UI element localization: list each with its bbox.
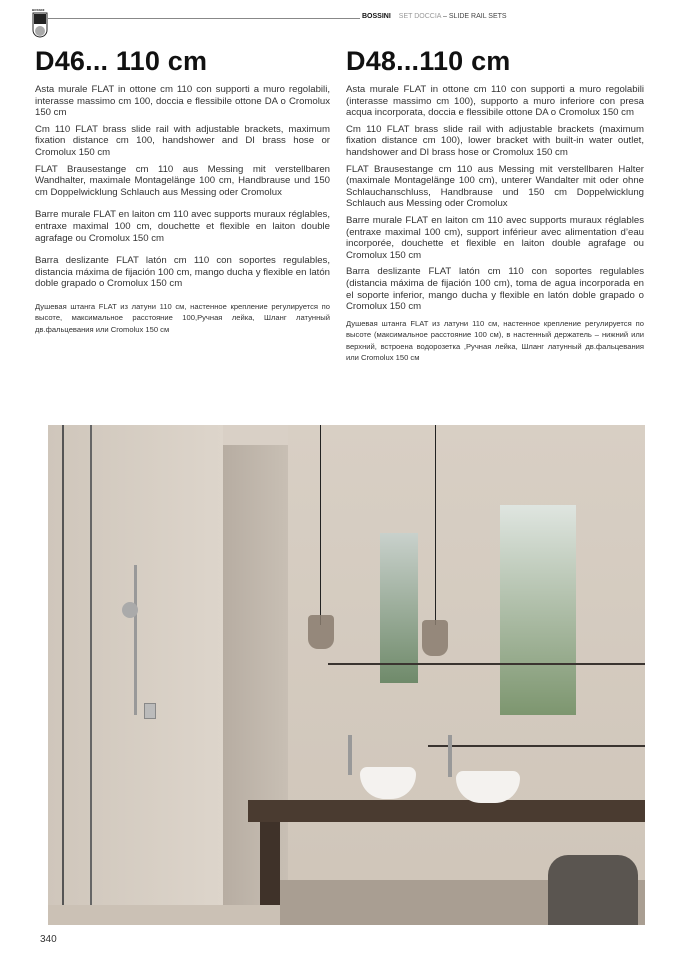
shower-valve (144, 703, 156, 719)
pendant-lamp (422, 620, 448, 656)
bossini-logo (32, 8, 48, 40)
wall-groove (328, 663, 645, 665)
desc-it: Asta murale FLAT in ottone cm 110 con supporti a muro regolabili, interasse massimo cm 100, doccia e flessibile ottone DA o Cromolux 150 cm (35, 84, 330, 119)
subsection-label: SLIDE RAIL SETS (448, 13, 507, 20)
desc-en: Cm 110 FLAT brass slide rail with adjustable brackets, maximum fixation distance cm 100, handshower and DI brass hose or Cromolux 150 cm (35, 123, 330, 158)
desc-de: FLAT Brausestange cm 110 aus Messing mit verstellbaren Halter (maximale Montagelänge 100 cm), unterer Wandalter mit oder ohne Schlauchanschluss, Handbrause und 150 cm Doppelwicklung Schlauch aus Messing oder Cromolux (346, 163, 644, 210)
brand-name: BOSSINI (362, 13, 391, 20)
glass-frame (90, 425, 92, 925)
bathroom-photo (48, 425, 645, 925)
product-title-d46: D46... 110 cm (35, 46, 208, 76)
towel (548, 855, 638, 925)
mirror (380, 533, 418, 683)
desc-ru: Душевая штанга FLAT из латуни 110 см, настенное крепление регулируется по высоте, максимальное расстояние 100,Ручная лейка, Шланг латунный дв.фальцевания или Cromolux 150 см (35, 301, 330, 334)
page-number: 340 (40, 934, 57, 945)
product-description-d48 (346, 84, 644, 369)
floor (48, 905, 280, 925)
pendant-lamp (308, 615, 334, 649)
svg-text:BOSSINI: BOSSINI (32, 8, 45, 12)
desc-es: Barra deslizante FLAT latón cm 110 con soportes regulables, distancia máxima de fijación 100 cm, mango ducha y flexible en latón doble grapado o Cromolux 150 cm (35, 255, 330, 290)
faucet (348, 735, 352, 775)
separator: – (441, 13, 449, 20)
back-wall (288, 425, 645, 925)
handshower (122, 602, 138, 618)
vanity-counter (248, 800, 645, 822)
product-description-d46 (35, 84, 330, 340)
desc-es: Barra deslizante FLAT latón cm 110 con soportes regulables (distancia máxima de fijación 100 cm), toma de agua incorporada en el soporte inferior, mango ducha y flexible en latón doble grapado o Cromolux 150 cm (346, 266, 644, 313)
glass-frame (62, 425, 64, 925)
desc-en: Cm 110 FLAT brass slide rail with adjustable brackets (maximum fixation distance cm 100), lower bracket with built-in water outlet, handshower and DI brass hose or Cromolux 150 cm (346, 123, 644, 158)
product-title-d48: D48...110 cm (346, 46, 511, 76)
section-label: SET DOCCIA (398, 13, 442, 20)
pendant-cord (320, 425, 321, 625)
faucet (448, 735, 452, 777)
desc-ru: Душевая штанга FLAT из латуни 110 см, настенное крепление регулируется по высоте (максимальное расстояние 100 см), в настенный держатель – нижний или верхний, встроена водорозетка ,Ручная лейка, Шланг латунный дв.фальцевания или Cromolux 150 см (346, 318, 644, 363)
mirror (500, 505, 576, 715)
pendant-cord (435, 425, 436, 625)
running-header (362, 13, 507, 20)
desc-fr: Barre murale FLAT en laiton cm 110 avec supports muraux réglables (entraxe maximal 100 cm), support inférieur avec alimentation d’eau incorporée, douchette et flexible en laiton double agrafage ou Cromolux 150 cm (346, 214, 644, 261)
desc-it: Asta murale FLAT in ottone cm 110 con supporti a muro regolabili (interasse massimo cm 100), supporto a muro inferiore con presa acqua incorporata, doccia e flessibile ottone DA o Cromolux 150 cm (346, 84, 644, 119)
desc-de: FLAT Brausestange cm 110 aus Messing mit verstellbaren Wandhalter, maximale Montagelänge 100 cm, Handbrause und 150 cm Doppelwicklung Schlauch aus Messing oder Cromolux (35, 163, 330, 198)
header-rule (48, 18, 360, 19)
desc-fr: Barre murale FLAT en laiton cm 110 avec supports muraux réglables, entraxe maximal 100 cm, douchette et flexible en laiton double agrafage ou Cromolux 150 cm (35, 209, 330, 244)
wall-groove (428, 745, 645, 747)
shower-rail (134, 565, 137, 715)
